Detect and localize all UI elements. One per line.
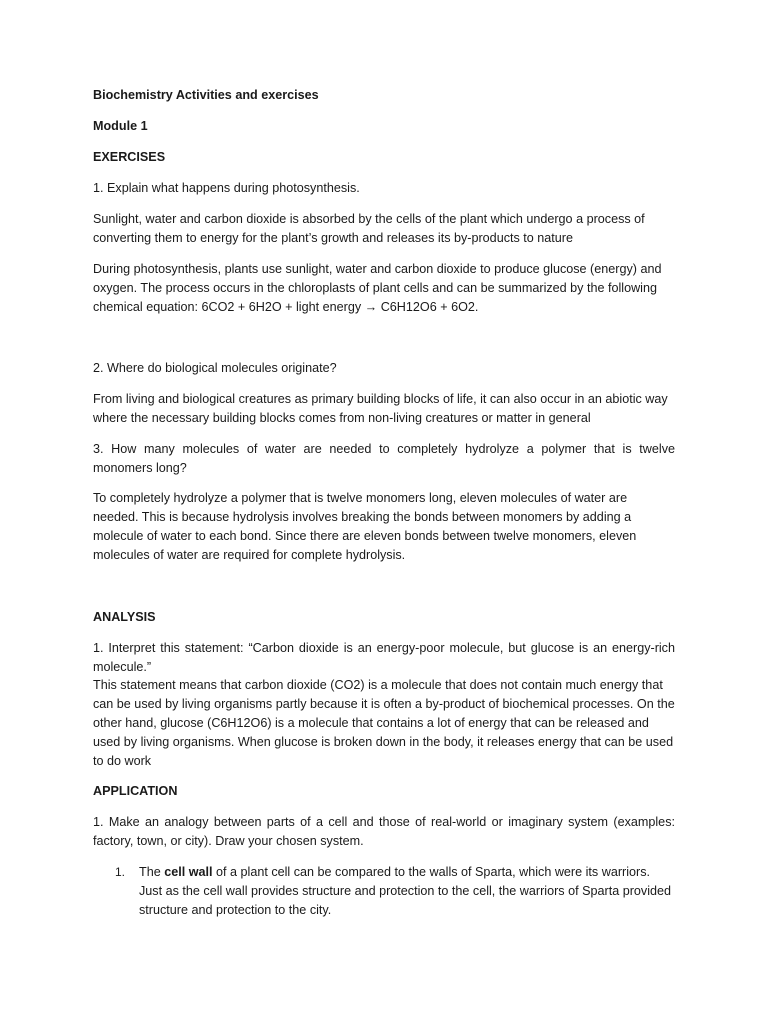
answer-1-paragraph-2: During photosynthesis, plants use sunlight, water and carbon dioxide to produce glucose (energy) and oxygen. The process occurs in the chloroplasts of plant cells and can be summarized by the following chemical equation: 6CO2 + 6H2O + light energy → C6H12O6 + 6O2. [93,262,662,314]
answer-1-paragraph-1: Sunlight, water and carbon dioxide is absorbed by the cells of the plant which undergo a process of converting them to energy for the plant’s growth and releases its by-products to nature [93,212,645,245]
list-item-prefix: The [139,865,165,879]
answer-2: From living and biological creatures as primary building blocks of life, it can also occur in an abiotic way where the necessary building blocks comes from non-living creatures or matter in general [93,392,668,425]
list-item [139,863,675,920]
application-question-1: 1. Make an analogy between parts of a cell and those of real-world or imaginary system (examples: factory, town, or city). Draw your chosen system. [93,815,675,848]
analysis-question-1: 1. Interpret this statement: “Carbon dioxide is an energy-poor molecule, but glucose is an energy-rich molecule.” [93,641,675,674]
exercises-heading: EXERCISES [93,150,166,164]
application-heading: APPLICATION [93,784,178,798]
question-3: 3. How many molecules of water are needed to completely hydrolyze a polymer that is twelve monomers long? [93,442,675,475]
list-item-bold-term: cell wall [164,865,213,879]
doc-title: Biochemistry Activities and exercises [93,88,319,102]
list-item-number: 1. [115,865,126,879]
list-item-text: of a plant cell can be compared to the walls of Sparta, which were its warriors. Just as the cell wall provides structure and protection to the cell, the warriors of Sparta provided structure and protection to the city. [139,865,671,917]
analysis-heading: ANALYSIS [93,610,156,624]
question-1: 1. Explain what happens during photosynthesis. [93,181,360,195]
question-2: 2. Where do biological molecules originate? [93,361,337,375]
analysis-answer-1: This statement means that carbon dioxide (CO2) is a molecule that does not contain much energy that can be used by living organisms partly because it is often a by-product of biochemical processes. On the other hand, glucose (C6H12O6) is a molecule that contains a lot of energy that can be released and used by living organisms. When glucose is broken down in the body, it releases energy that can be used to do work [93,678,675,768]
module-label: Module 1 [93,119,148,133]
answer-3: To completely hydrolyze a polymer that is twelve monomers long, eleven molecules of water are needed. This is because hydrolysis involves breaking the bonds between monomers by adding a molecule of water to each bond. Since there are eleven bonds between twelve monomers, eleven molecules of water are required for complete hydrolysis. [93,491,637,562]
